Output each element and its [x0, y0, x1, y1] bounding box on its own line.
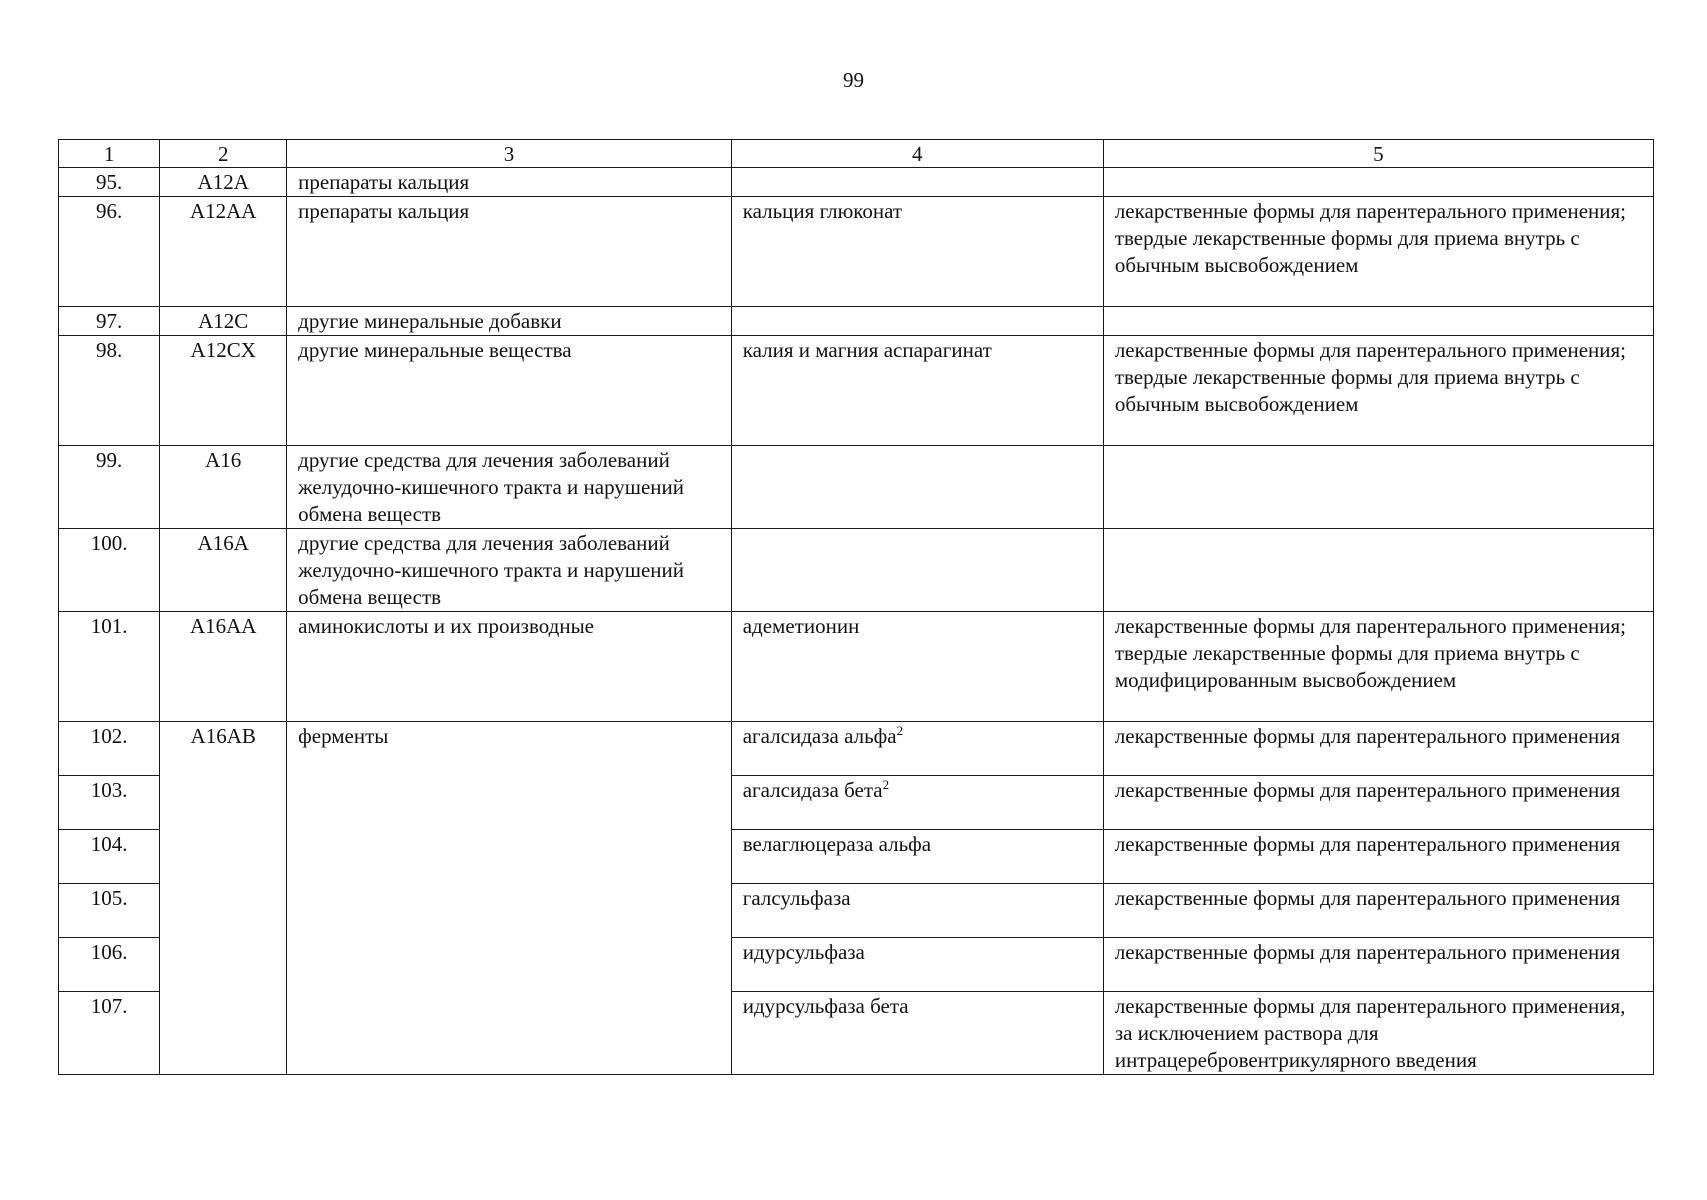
column-header: 2 — [160, 140, 287, 168]
dosage-form-line: лекарственные формы для парентерального применения, за исключением раствора для интрацеребровентрикулярного введения — [1114, 994, 1626, 1072]
row-number: 100. — [59, 529, 160, 612]
drug-name: кальция глюконат — [731, 197, 1103, 307]
dosage-form-line: лекарственные формы для парентерального применения — [1114, 832, 1621, 856]
dosage-forms — [1103, 307, 1653, 336]
row-number: 96. — [59, 197, 160, 307]
dosage-form-line: лекарственные формы для парентерального применения — [1114, 940, 1621, 964]
dosage-forms — [1103, 776, 1653, 830]
group-name: другие минеральные добавки — [287, 307, 732, 336]
dosage-forms — [1103, 336, 1653, 446]
row-number: 101. — [59, 612, 160, 722]
dosage-forms — [1103, 446, 1653, 529]
drug-name: адеметионин — [731, 612, 1103, 722]
dosage-forms — [1103, 884, 1653, 938]
atc-code: A12A — [160, 168, 287, 197]
drug-name-text: агалсидаза альфа — [742, 724, 897, 748]
drug-name: галсульфаза — [731, 884, 1103, 938]
drug-name: идурсульфаза бета — [731, 992, 1103, 1075]
dosage-form-line: лекарственные формы для парентерального применения; — [1114, 338, 1626, 362]
dosage-forms — [1103, 992, 1653, 1075]
dosage-form-line: лекарственные формы для парентерального применения — [1114, 778, 1621, 802]
dosage-form-line: твердые лекарственные формы для приема внутрь с обычным высвобождением — [1114, 226, 1580, 277]
atc-code: A16AA — [160, 612, 287, 722]
dosage-form-line: твердые лекарственные формы для приема внутрь с обычным высвобождением — [1114, 365, 1580, 416]
dosage-form-line: лекарственные формы для парентерального применения; — [1114, 614, 1626, 638]
group-name: другие минеральные вещества — [287, 336, 732, 446]
drug-name-text: агалсидаза бета — [742, 778, 883, 802]
group-name: аминокислоты и их производные — [287, 612, 732, 722]
row-number: 102. — [59, 722, 160, 776]
dosage-forms — [1103, 830, 1653, 884]
drug-name — [731, 722, 1103, 776]
dosage-form-line: твердые лекарственные формы для приема внутрь с модифицированным высвобождением — [1114, 641, 1580, 692]
table-row — [59, 307, 1654, 336]
drug-name: идурсульфаза — [731, 938, 1103, 992]
dosage-form-line: лекарственные формы для парентерального применения — [1114, 724, 1621, 748]
drug-name: калия и магния аспарагинат — [731, 336, 1103, 446]
table-row — [59, 197, 1654, 307]
table-row — [59, 336, 1654, 446]
group-name: препараты кальция — [287, 197, 732, 307]
drug-name — [731, 776, 1103, 830]
group-name: другие средства для лечения заболеваний желудочно-кишечного тракта и нарушений обмена веществ — [287, 529, 732, 612]
drug-name — [731, 168, 1103, 197]
column-header: 3 — [287, 140, 732, 168]
drug-name — [731, 529, 1103, 612]
column-header: 4 — [731, 140, 1103, 168]
drug-name: велаглюцераза альфа — [731, 830, 1103, 884]
atc-code: A12C — [160, 307, 287, 336]
page-number: 99 — [843, 68, 864, 92]
footnote-marker: 2 — [896, 723, 904, 738]
dosage-form-line: лекарственные формы для парентерального применения — [1114, 886, 1621, 910]
row-number: 98. — [59, 336, 160, 446]
table-row — [59, 722, 1654, 776]
group-name: другие средства для лечения заболеваний желудочно-кишечного тракта и нарушений обмена веществ — [287, 446, 732, 529]
dosage-forms — [1103, 168, 1653, 197]
footnote-marker: 2 — [882, 777, 890, 792]
dosage-forms — [1103, 938, 1653, 992]
atc-code: A16A — [160, 529, 287, 612]
atc-code: A16 — [160, 446, 287, 529]
dosage-form-line: лекарственные формы для парентерального применения; — [1114, 199, 1626, 223]
row-number: 97. — [59, 307, 160, 336]
atc-code: A12AA — [160, 197, 287, 307]
column-header: 1 — [59, 140, 160, 168]
atc-code: A16AB — [160, 722, 287, 1075]
dosage-forms — [1103, 722, 1653, 776]
row-number: 99. — [59, 446, 160, 529]
table-row — [59, 446, 1654, 529]
drug-name — [731, 307, 1103, 336]
row-number: 107. — [59, 992, 160, 1075]
row-number: 106. — [59, 938, 160, 992]
row-number: 105. — [59, 884, 160, 938]
dosage-forms — [1103, 529, 1653, 612]
dosage-forms — [1103, 612, 1653, 722]
atc-code: A12CX — [160, 336, 287, 446]
table-row — [59, 168, 1654, 197]
table-row — [59, 612, 1654, 722]
group-name: ферменты — [287, 722, 732, 1075]
dosage-forms — [1103, 197, 1653, 307]
table-row — [59, 529, 1654, 612]
group-name: препараты кальция — [287, 168, 732, 197]
row-number: 95. — [59, 168, 160, 197]
drug-name — [731, 446, 1103, 529]
row-number: 103. — [59, 776, 160, 830]
drug-table — [58, 139, 1654, 1075]
column-number-row — [59, 140, 1654, 168]
row-number: 104. — [59, 830, 160, 884]
column-header: 5 — [1103, 140, 1653, 168]
